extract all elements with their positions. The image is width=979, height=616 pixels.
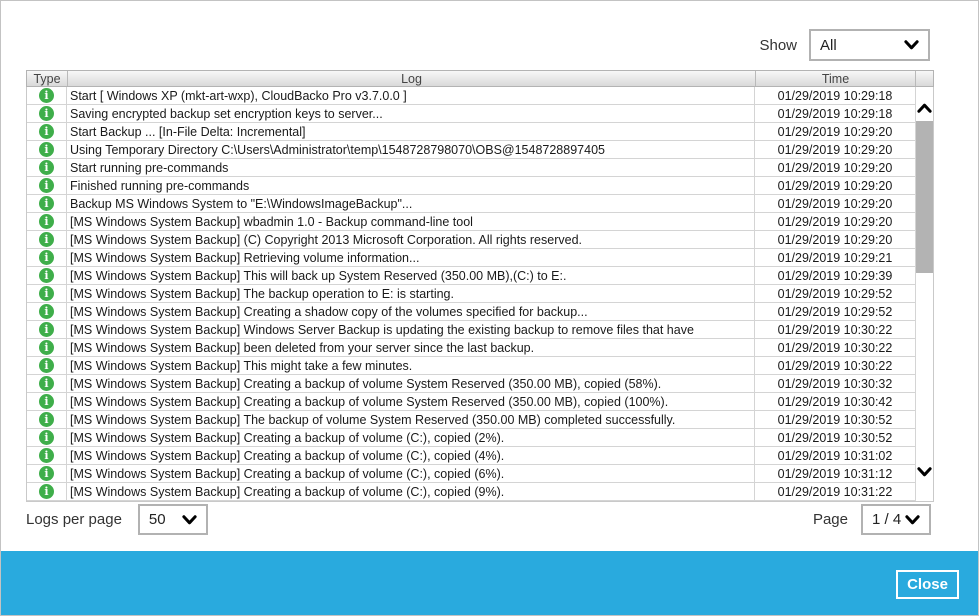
info-icon: i <box>39 286 54 301</box>
info-icon: i <box>39 250 54 265</box>
table-row[interactable] <box>27 375 933 393</box>
table-row[interactable] <box>27 159 933 177</box>
type-cell <box>27 411 67 428</box>
log-cell: [MS Windows System Backup] (C) Copyright 2013 Microsoft Corporation. All rights reserved. <box>67 231 755 248</box>
table-row[interactable] <box>27 357 933 375</box>
log-cell: [MS Windows System Backup] Windows Server Backup is updating the existing backup to remove files that have <box>67 321 755 338</box>
show-filter-dropdown[interactable] <box>809 29 930 61</box>
time-cell: 01/29/2019 10:29:18 <box>777 88 893 103</box>
column-header-scroll-spacer <box>915 71 933 86</box>
table-row[interactable] <box>27 303 933 321</box>
info-icon: i <box>39 214 54 229</box>
time-cell: 01/29/2019 10:30:52 <box>777 412 893 427</box>
table-row[interactable] <box>27 465 933 483</box>
type-cell <box>27 321 67 338</box>
time-cell: 01/29/2019 10:29:18 <box>777 106 893 121</box>
table-row[interactable] <box>27 87 933 105</box>
type-cell <box>27 267 67 284</box>
log-table-header <box>26 70 934 87</box>
log-cell: Backup MS Windows System to "E:\WindowsImageBackup"... <box>67 195 755 212</box>
type-cell <box>27 123 67 140</box>
time-cell: 01/29/2019 10:29:20 <box>777 160 893 175</box>
time-cell: 01/29/2019 10:30:52 <box>777 430 893 445</box>
info-icon: i <box>39 106 54 121</box>
log-cell: [MS Windows System Backup] Creating a backup of volume (C:), copied (9%). <box>67 483 755 500</box>
log-cell: [MS Windows System Backup] The backup of volume System Reserved (350.00 MB) completed successfully. <box>67 411 755 428</box>
table-row[interactable] <box>27 213 933 231</box>
info-icon: i <box>39 196 54 211</box>
table-row[interactable] <box>27 231 933 249</box>
table-row[interactable] <box>27 339 933 357</box>
type-cell <box>27 339 67 356</box>
time-cell: 01/29/2019 10:29:20 <box>777 214 893 229</box>
log-cell: Using Temporary Directory C:\Users\Administrator\temp\1548728798070\OBS@1548728897405 <box>67 141 755 158</box>
column-header-type: Type <box>33 71 61 86</box>
log-cell: [MS Windows System Backup] Creating a shadow copy of the volumes specified for backup... <box>67 303 755 320</box>
log-cell: [MS Windows System Backup] wbadmin 1.0 - Backup command-line tool <box>67 213 755 230</box>
log-cell: [MS Windows System Backup] Retrieving volume information... <box>67 249 755 266</box>
info-icon: i <box>39 430 54 445</box>
chevron-down-icon <box>182 514 197 526</box>
table-row[interactable] <box>27 483 933 501</box>
type-cell <box>27 429 67 446</box>
info-icon: i <box>39 88 54 103</box>
type-cell <box>27 105 67 122</box>
time-cell: 01/29/2019 10:29:20 <box>777 124 893 139</box>
scrollbar-thumb[interactable] <box>916 121 933 273</box>
vertical-scrollbar[interactable] <box>915 87 933 501</box>
log-cell: Start Backup ... [In-File Delta: Incremental] <box>67 123 755 140</box>
logs-per-page-value: 50 <box>148 511 166 528</box>
info-icon: i <box>39 178 54 193</box>
type-cell <box>27 177 67 194</box>
time-cell: 01/29/2019 10:30:42 <box>777 394 893 409</box>
logs-per-page-control <box>26 504 208 535</box>
type-cell <box>27 483 67 500</box>
log-cell: [MS Windows System Backup] The backup operation to E: is starting. <box>67 285 755 302</box>
info-icon: i <box>39 142 54 157</box>
time-cell: 01/29/2019 10:29:20 <box>777 196 893 211</box>
table-row[interactable] <box>27 195 933 213</box>
type-cell <box>27 141 67 158</box>
info-icon: i <box>39 412 54 427</box>
table-row[interactable] <box>27 411 933 429</box>
table-row[interactable] <box>27 429 933 447</box>
log-cell: Saving encrypted backup set encryption keys to server... <box>67 105 755 122</box>
table-row[interactable] <box>27 393 933 411</box>
time-cell: 01/29/2019 10:29:20 <box>777 178 893 193</box>
type-cell <box>27 375 67 392</box>
page-control <box>813 504 931 535</box>
type-cell <box>27 465 67 482</box>
type-cell <box>27 357 67 374</box>
type-cell <box>27 249 67 266</box>
info-icon: i <box>39 124 54 139</box>
time-cell: 01/29/2019 10:31:12 <box>777 466 893 481</box>
type-cell <box>27 393 67 410</box>
table-row[interactable] <box>27 285 933 303</box>
type-cell <box>27 231 67 248</box>
table-row[interactable] <box>27 249 933 267</box>
table-row[interactable] <box>27 267 933 285</box>
column-header-time: Time <box>755 71 915 86</box>
info-icon: i <box>39 160 54 175</box>
dialog-footer <box>1 551 978 615</box>
time-cell: 01/29/2019 10:29:39 <box>777 268 893 283</box>
info-icon: i <box>39 358 54 373</box>
show-filter-label: Show <box>759 36 797 54</box>
scroll-down-icon[interactable] <box>916 466 933 478</box>
log-table-body <box>26 87 934 502</box>
show-filter-value: All <box>820 36 837 54</box>
info-icon: i <box>39 304 54 319</box>
time-cell: 01/29/2019 10:31:02 <box>777 448 893 463</box>
page-label: Page <box>812 511 848 528</box>
info-icon: i <box>39 394 54 409</box>
time-cell: 01/29/2019 10:29:52 <box>777 304 893 319</box>
table-row[interactable] <box>27 141 933 159</box>
log-cell: [MS Windows System Backup] Creating a backup of volume (C:), copied (4%). <box>67 447 755 464</box>
column-header-log: Log <box>67 71 755 86</box>
log-cell: [MS Windows System Backup] Creating a backup of volume System Reserved (350.00 MB), copied (58%). <box>67 375 755 392</box>
log-cell: [MS Windows System Backup] Creating a backup of volume (C:), copied (2%). <box>67 429 755 446</box>
type-cell <box>27 447 67 464</box>
page-value: 1 / 4 <box>872 511 902 528</box>
page-dropdown[interactable] <box>861 504 931 535</box>
time-cell: 01/29/2019 10:30:22 <box>777 322 893 337</box>
info-icon: i <box>39 448 54 463</box>
time-cell: 01/29/2019 10:29:20 <box>777 232 893 247</box>
table-row[interactable] <box>27 123 933 141</box>
logs-per-page-dropdown[interactable] <box>138 504 208 535</box>
log-cell: Start running pre-commands <box>67 159 755 176</box>
time-cell: 01/29/2019 10:31:22 <box>777 484 893 499</box>
log-cell: [MS Windows System Backup] This might take a few minutes. <box>67 357 755 374</box>
chevron-down-icon <box>904 39 919 51</box>
info-icon: i <box>39 268 54 283</box>
type-cell <box>27 159 67 176</box>
info-icon: i <box>39 376 54 391</box>
table-row[interactable] <box>27 447 933 465</box>
time-cell: 01/29/2019 10:29:52 <box>777 286 893 301</box>
close-button[interactable]: Close <box>896 570 959 599</box>
scroll-up-icon[interactable] <box>916 102 933 114</box>
logs-per-page-label: Logs per page <box>26 511 122 528</box>
table-row[interactable] <box>27 177 933 195</box>
type-cell <box>27 303 67 320</box>
log-table <box>26 70 934 502</box>
info-icon: i <box>39 232 54 247</box>
time-cell: 01/29/2019 10:30:22 <box>777 358 893 373</box>
type-cell <box>27 213 67 230</box>
type-cell <box>27 87 67 104</box>
info-icon: i <box>39 466 54 481</box>
chevron-down-icon <box>905 514 920 526</box>
time-cell: 01/29/2019 10:30:32 <box>777 376 893 391</box>
info-icon: i <box>39 340 54 355</box>
show-filter-row <box>759 29 930 61</box>
info-icon: i <box>39 322 54 337</box>
table-row[interactable] <box>27 321 933 339</box>
log-cell: Start [ Windows XP (mkt-art-wxp), CloudBacko Pro v3.7.0.0 ] <box>67 87 755 104</box>
log-cell: [MS Windows System Backup] been deleted from your server since the last backup. <box>67 339 755 356</box>
table-row[interactable] <box>27 105 933 123</box>
log-cell: [MS Windows System Backup] Creating a backup of volume System Reserved (350.00 MB), copied (100%). <box>67 393 755 410</box>
type-cell <box>27 195 67 212</box>
time-cell: 01/29/2019 10:29:20 <box>777 142 893 157</box>
time-cell: 01/29/2019 10:30:22 <box>777 340 893 355</box>
time-cell: 01/29/2019 10:29:21 <box>777 250 893 265</box>
log-cell: Finished running pre-commands <box>67 177 755 194</box>
log-cell: [MS Windows System Backup] Creating a backup of volume (C:), copied (6%). <box>67 465 755 482</box>
type-cell <box>27 285 67 302</box>
info-icon: i <box>39 484 54 499</box>
log-cell: [MS Windows System Backup] This will back up System Reserved (350.00 MB),(C:) to E:. <box>67 267 755 284</box>
